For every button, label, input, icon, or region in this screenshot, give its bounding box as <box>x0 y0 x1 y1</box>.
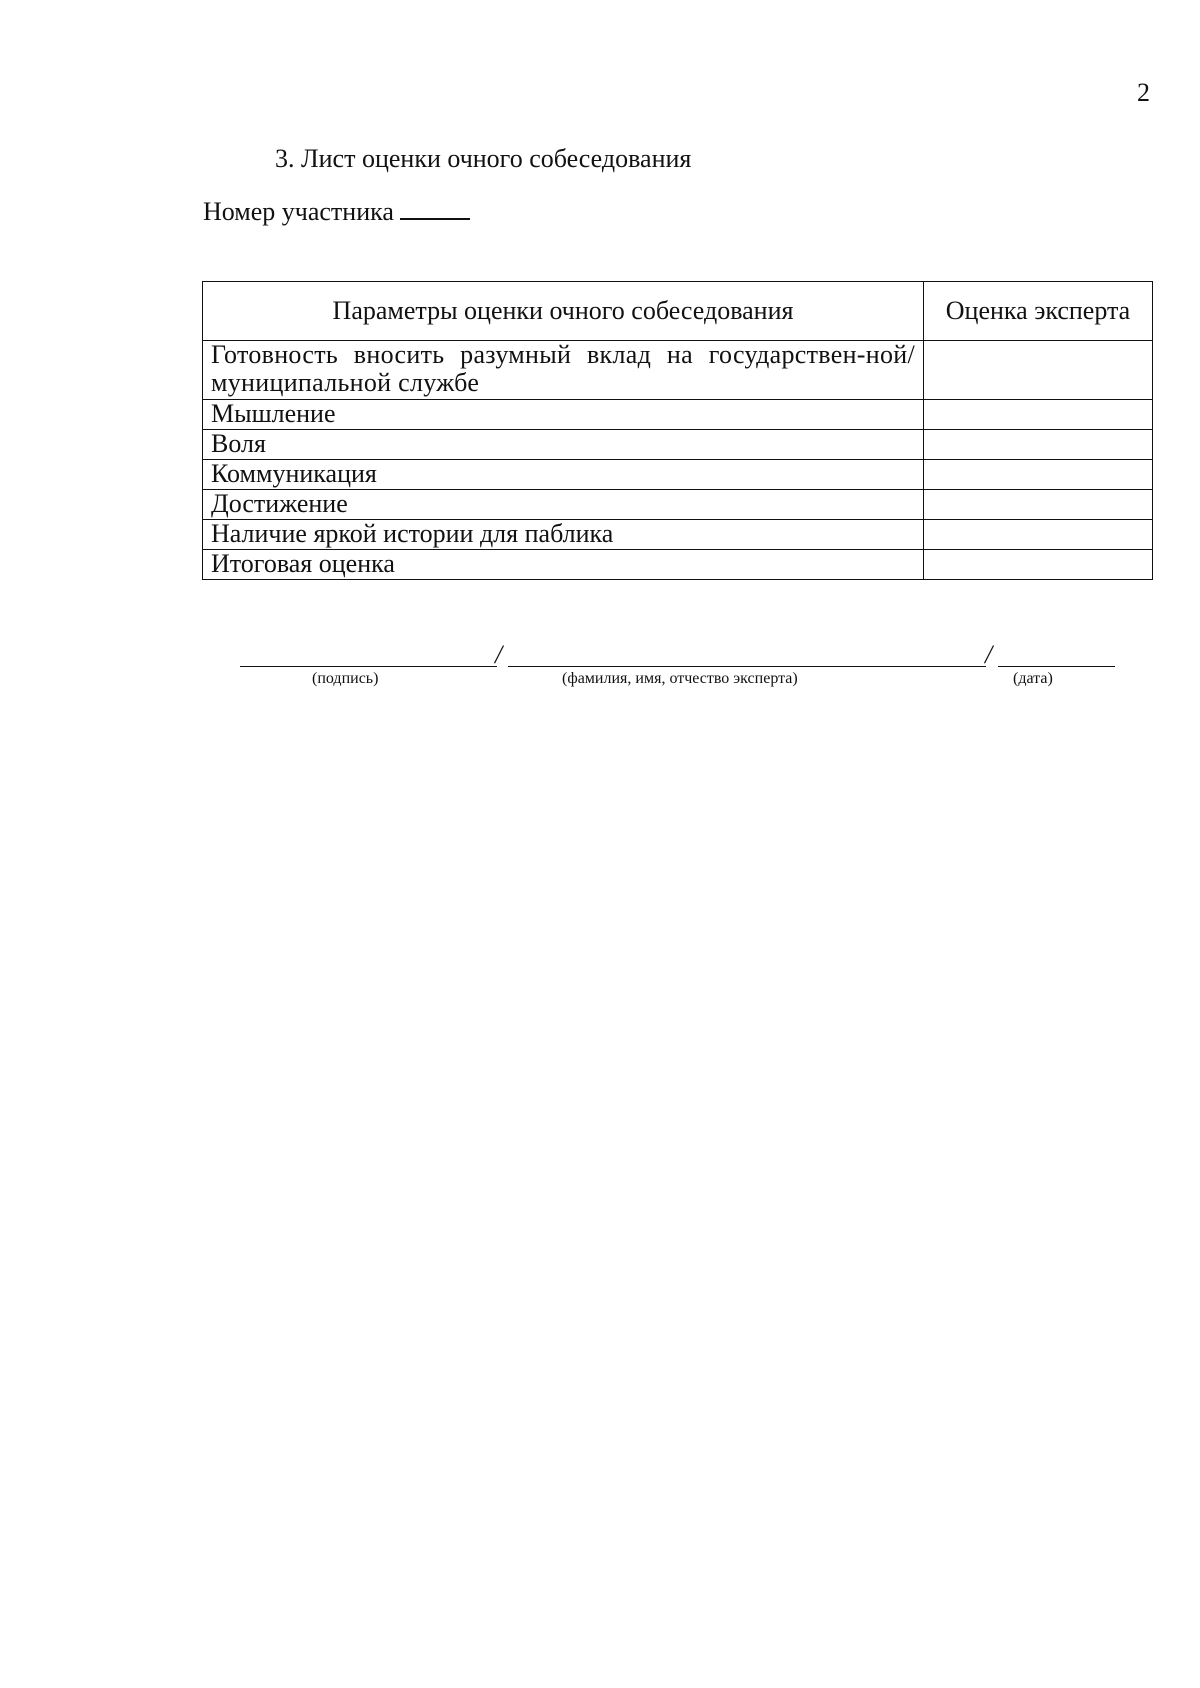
signature-line[interactable] <box>240 666 497 667</box>
param-achievement: Достижение <box>203 490 924 520</box>
participant-number-line <box>203 196 470 227</box>
table-row <box>203 490 1153 520</box>
page-number: 2 <box>1137 78 1150 107</box>
expert-name-caption: (фамилия, имя, отчество эксперта) <box>562 670 798 687</box>
score-cell[interactable] <box>924 550 1153 580</box>
participant-number-label: Номер участника <box>203 197 394 226</box>
param-final-score: Итоговая оценка <box>203 550 924 580</box>
score-cell[interactable] <box>924 430 1153 460</box>
param-will: Воля <box>203 430 924 460</box>
participant-number-blank[interactable] <box>400 196 470 220</box>
signature-separator-1: / <box>495 640 503 669</box>
score-cell[interactable] <box>924 400 1153 430</box>
table-row <box>203 460 1153 490</box>
param-public-story: Наличие яркой истории для паблика <box>203 520 924 550</box>
header-parameters: Параметры оценки очного собеседования <box>203 282 924 341</box>
section-title: 3. Лист оценки очного собеседования <box>275 144 692 173</box>
signature-separator-2: / <box>985 640 993 669</box>
param-communication: Коммуникация <box>203 460 924 490</box>
table-row <box>203 520 1153 550</box>
score-cell[interactable] <box>924 490 1153 520</box>
param-thinking: Мышление <box>203 400 924 430</box>
date-line[interactable] <box>998 666 1115 667</box>
expert-name-line[interactable] <box>508 666 986 667</box>
score-cell[interactable] <box>924 520 1153 550</box>
param-readiness: Готовность вносить разумный вклад на государствен-ной/муниципальной службе <box>203 341 924 400</box>
date-caption: (дата) <box>1013 670 1053 687</box>
score-cell[interactable] <box>924 341 1153 400</box>
table-row <box>203 341 1153 400</box>
signature-caption: (подпись) <box>312 670 379 687</box>
table-row <box>203 430 1153 460</box>
evaluation-table <box>202 281 1153 580</box>
table-row <box>203 550 1153 580</box>
score-cell[interactable] <box>924 460 1153 490</box>
table-row <box>203 400 1153 430</box>
header-expert-score: Оценка эксперта <box>924 282 1153 341</box>
signature-block <box>240 640 1116 687</box>
table-header-row <box>203 282 1153 341</box>
